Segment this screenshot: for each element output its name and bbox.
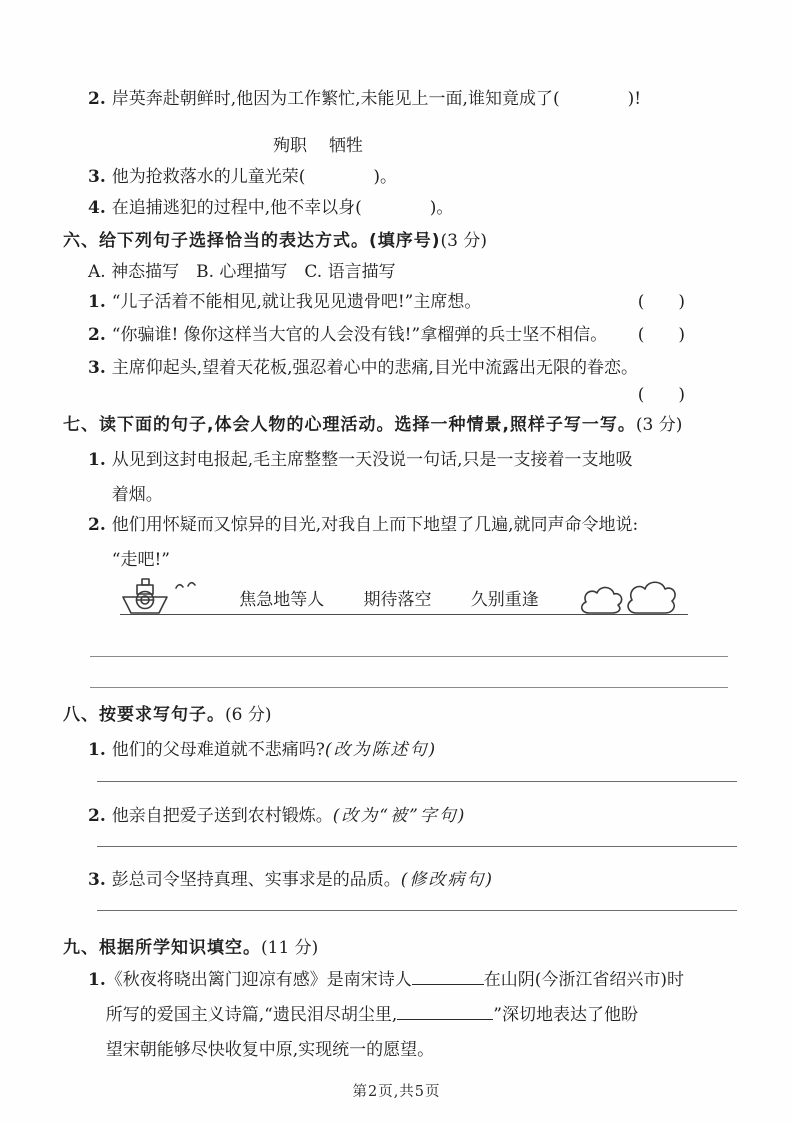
s6-item-1 — [88, 291, 740, 314]
item-number: 2. — [88, 325, 106, 345]
item-number: 3. — [88, 167, 106, 187]
s8-item-3 — [88, 869, 740, 892]
word-bank-word: 牺牲 — [329, 136, 363, 156]
item-text: 《秋夜将晓出篱门迎凉有感》是南宋诗人 在山阴(今浙江省绍兴市)时 所写的爱国主义诗篇,“遗民泪尽胡尘里, ”深切地表达了他盼 望宋朝能够尽快收复中原,实现统一的愿望。 — [105, 970, 685, 1060]
s6-item-3 — [88, 357, 740, 380]
clouds-icon — [578, 577, 688, 615]
answer-parens: ( ) — [637, 292, 685, 312]
item-text: 从见到这封电报起,毛主席整整一天没说一句话,只是一支接着一支地吸 着烟。 — [111, 450, 633, 505]
page-footer: 第2页,共5页 — [352, 1084, 441, 1100]
item-number: 3. — [88, 870, 106, 890]
item-text: 他为抢救落水的儿童光荣( )。 — [111, 167, 398, 187]
boat-icon — [120, 577, 170, 615]
item-number: 4. — [88, 198, 106, 218]
s5-item-4 — [88, 197, 740, 220]
section-6-heading: 六、给下列句子选择恰当的表达方式。(填序号)(3 分) — [63, 231, 488, 251]
answer-parens: ( ) — [637, 325, 685, 345]
birds-icon — [174, 579, 200, 591]
s5-item-3 — [88, 166, 740, 189]
word-bank-word: 殉职 — [273, 136, 307, 156]
writing-line — [90, 687, 728, 688]
fill-in-blank — [397, 1005, 493, 1020]
s8-item-1 — [88, 739, 740, 762]
item-text: 他们用怀疑而又惊异的目光,对我自上而下地望了几遍,就同声命令地说: “走吧!” — [111, 515, 639, 570]
section-5-continued — [63, 88, 740, 220]
section-9 — [63, 937, 740, 1062]
section-8 — [63, 704, 740, 911]
item-number: 1. — [88, 970, 106, 990]
rewrite-note: (改为“被”字句) — [332, 806, 467, 826]
s7-item-2 — [88, 514, 740, 572]
answer-line — [97, 910, 737, 911]
item-text: 岸英奔赴朝鲜时,他因为工作繁忙,未能见上一面,谁知竟成了( )! — [111, 89, 642, 109]
s9-item-1 — [88, 969, 740, 1062]
item-text: 彭总司令坚持真理、实事求是的品质。(修改病句) — [111, 870, 495, 890]
answer-line — [97, 846, 737, 847]
item-text: 他亲自把爱子送到农村锻炼。(改为“被”字句) — [111, 806, 467, 826]
paren-blank: ( ) — [552, 89, 635, 109]
paren-blank: ( ) — [298, 167, 381, 187]
section-6 — [63, 230, 740, 407]
item-number: 2. — [88, 515, 106, 535]
scenario-label: 期待落空 — [363, 590, 432, 610]
s5-item-2 — [88, 88, 740, 111]
answer-line — [97, 781, 737, 782]
score-label: (6 分) — [225, 705, 272, 725]
word-bank — [273, 135, 740, 158]
s7-item-1 — [88, 449, 740, 507]
item-text: 1. “儿子活着不能相见,就让我见见遗骨吧!”主席想。 — [88, 292, 482, 312]
item-number: 1. — [88, 740, 106, 760]
item-text: 2. “你骗谁! 像你这样当大官的人会没有钱!”拿榴弹的兵士坚不相信。 — [88, 325, 608, 345]
scenario-bar — [120, 576, 688, 615]
scenario-label: 焦急地等人 — [239, 590, 325, 610]
score-label: (3 分) — [635, 415, 683, 435]
score-label: (11 分) — [261, 938, 319, 958]
item-number: 1. — [88, 450, 106, 470]
item-number: 3. — [88, 358, 106, 378]
s8-item-2 — [88, 805, 740, 828]
answer-parens: ( ) — [637, 385, 685, 405]
item-number: 1. — [88, 292, 106, 312]
score-label: (3 分) — [440, 231, 488, 251]
section-9-heading: 九、根据所学知识填空。(11 分) — [63, 938, 319, 958]
scenario-label: 久别重逢 — [470, 590, 539, 610]
s6-options: A. 神态描写 B. 心理描写 C. 语言描写 — [88, 262, 396, 282]
paren-blank: ( ) — [355, 198, 437, 218]
section-7-heading: 七、读下面的句子,体会人物的心理活动。选择一种情景,照样子写一写。(3 分) — [63, 415, 683, 435]
section-7 — [63, 414, 740, 688]
writing-line — [90, 656, 728, 657]
item-number: 2. — [88, 89, 106, 109]
boat-group — [120, 576, 200, 614]
section-8-heading: 八、按要求写句子。(6 分) — [63, 705, 272, 725]
s6-item-2 — [88, 324, 740, 347]
item-text: 他们的父母难道就不悲痛吗?(改为陈述句) — [111, 740, 438, 760]
fill-in-blank — [412, 970, 484, 985]
item-text: 在追捕逃犯的过程中,他不幸以身( )。 — [111, 198, 454, 218]
item-number: 2. — [88, 806, 106, 826]
rewrite-note: (修改病句) — [400, 870, 495, 890]
item-text: 主席仰起头,望着天花板,强忍着心中的悲痛,目光中流露出无限的眷恋。 — [111, 358, 638, 378]
rewrite-note: (改为陈述句) — [324, 740, 438, 760]
